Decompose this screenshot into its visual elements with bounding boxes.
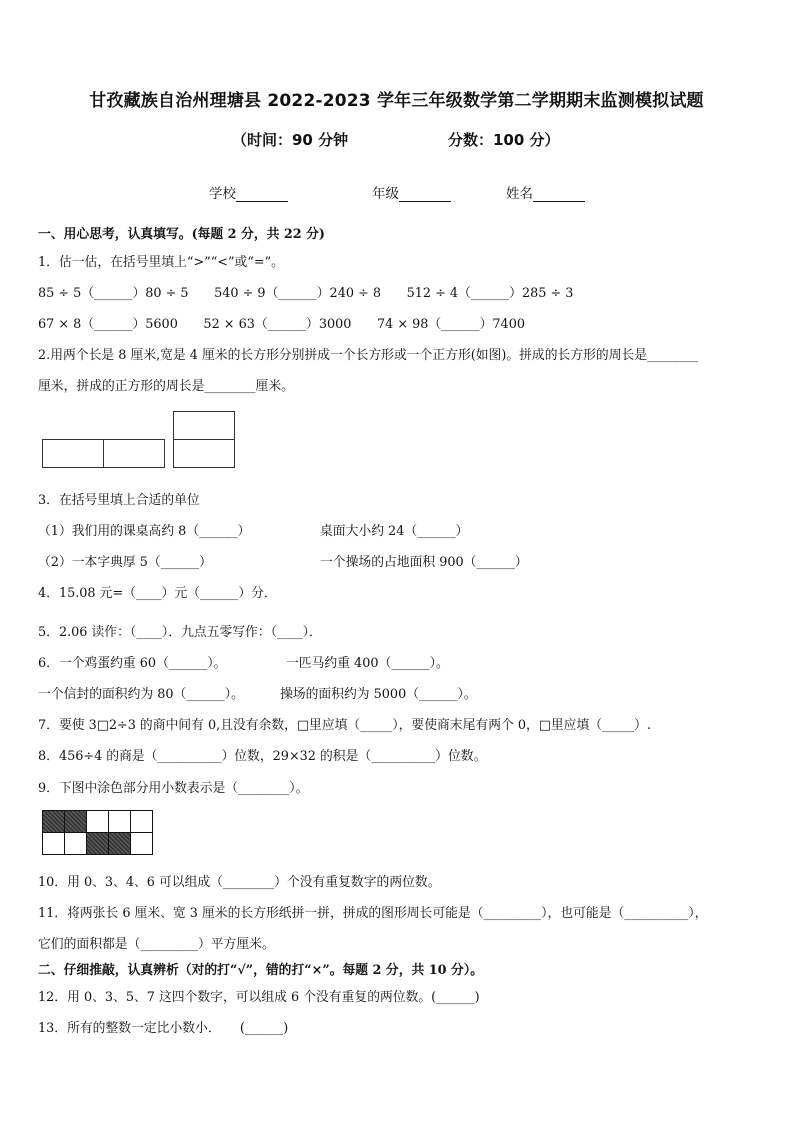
question-8: 8．456÷4 的商是（__________）位数，29×32 的积是（__________）位数。 — [38, 749, 487, 764]
question-6-a1: 6．一个鸡蛋约重 60（______）。 — [38, 656, 227, 671]
question-13: 13．所有的整数一定比小数小． (______) — [38, 1021, 289, 1036]
question-7: 7．要使 3□2÷3 的商中间有 0,且没有余数，□里应填（_____），要使商末尾有两个 0，□里应填（_____）. — [38, 718, 651, 733]
grid-cell-blank — [130, 810, 153, 833]
decimal-grid-figure — [42, 810, 152, 854]
grade-field — [372, 182, 451, 202]
school-label: 学校 — [209, 186, 236, 202]
question-6-a2: 一匹马约重 400（______）。 — [286, 656, 449, 671]
question-3-b2: 一个操场的占地面积 900（______） — [320, 555, 528, 570]
question-1-row1: 85 ÷ 5（______）80 ÷ 5 540 ÷ 9（______）240 ÷ 8 512 ÷ 4（______）285 ÷ 3 — [38, 286, 574, 301]
question-11-line2: 它们的面积都是（_________）平方厘米。 — [38, 937, 275, 952]
question-1: 1．估一估，在括号里填上“>”“<”或“=”。 — [38, 255, 284, 270]
square-bottom-half — [173, 439, 235, 468]
grid-cell-blank — [42, 832, 65, 855]
question-6-b1: 一个信封的面积约为 80（______）。 — [38, 687, 244, 702]
section2-heading: 二、仔细推敲，认真辨析（对的打“√”，错的打“×”。每题 2 分，共 10 分）。 — [38, 963, 484, 978]
exam-time: （时间：90 分钟 — [232, 131, 349, 149]
question-6-b2: 操场的面积约为 5000（______）。 — [280, 687, 477, 702]
question-3-b1: （2）一本字典厚 5（______） — [38, 555, 212, 570]
question-5: 5．2.06 读作：（____）．九点五零写作：（____）． — [38, 625, 322, 640]
grid-cell-shaded — [86, 832, 109, 855]
name-label: 姓名 — [506, 186, 533, 202]
question-10: 10．用 0、3、4、6 可以组成（________）个没有重复数字的两位数。 — [38, 875, 441, 890]
name-field — [506, 182, 585, 202]
section1-heading: 一、用心思考，认真填写。(每题 2 分，共 22 分) — [38, 227, 325, 242]
grid-cell-blank — [108, 810, 131, 833]
question-11-line1: 11．将两张长 6 厘米、宽 3 厘米的长方形纸拼一拼，拼成的图形周长可能是（_________），也可能是（__________）， — [38, 906, 708, 921]
question-3-a2: 桌面大小约 24（______） — [320, 524, 469, 539]
grid-cell-blank — [86, 810, 109, 833]
rect-right-half — [103, 439, 165, 468]
question-1-row2: 67 × 8（______）5600 52 × 63（______）3000 74 × 98（______）7400 — [38, 317, 525, 332]
grid-cell-shaded — [42, 810, 65, 833]
square-top-half — [173, 411, 235, 440]
question-3-a1: （1）我们用的课桌高约 8（______） — [38, 524, 251, 539]
school-blank — [236, 187, 288, 202]
grid-cell-blank — [64, 832, 87, 855]
grid-cell-shaded — [108, 832, 131, 855]
exam-score: 分数：100 分） — [448, 131, 560, 149]
question-3: 3．在括号里填上合适的单位 — [38, 493, 200, 508]
question-2-line2: 厘米，拼成的正方形的周长是________厘米。 — [38, 379, 294, 394]
page-title: 甘孜藏族自治州理塘县 2022-2023 学年三年级数学第二学期期末监测模拟试题 — [89, 91, 704, 111]
question-9: 9．下图中涂色部分用小数表示是（________）。 — [38, 781, 309, 796]
grid-cell-blank — [130, 832, 153, 855]
school-field — [209, 182, 288, 202]
rect-left-half — [42, 439, 104, 468]
name-blank — [533, 187, 585, 202]
question-4: 4．15.08 元=（____）元（______）分． — [38, 586, 277, 601]
question-12: 12．用 0、3、5、7 这四个数字，可以组成 6 个没有重复的两位数。(______) — [38, 990, 480, 1005]
grade-label: 年级 — [372, 186, 399, 202]
question-2-line1: 2.用两个长是 8 厘米,宽是 4 厘米的长方形分别拼成一个长方形或一个正方形(如图)。拼成的长方形的周长是________ — [38, 348, 699, 363]
grade-blank — [399, 187, 451, 202]
grid-cell-shaded — [64, 810, 87, 833]
